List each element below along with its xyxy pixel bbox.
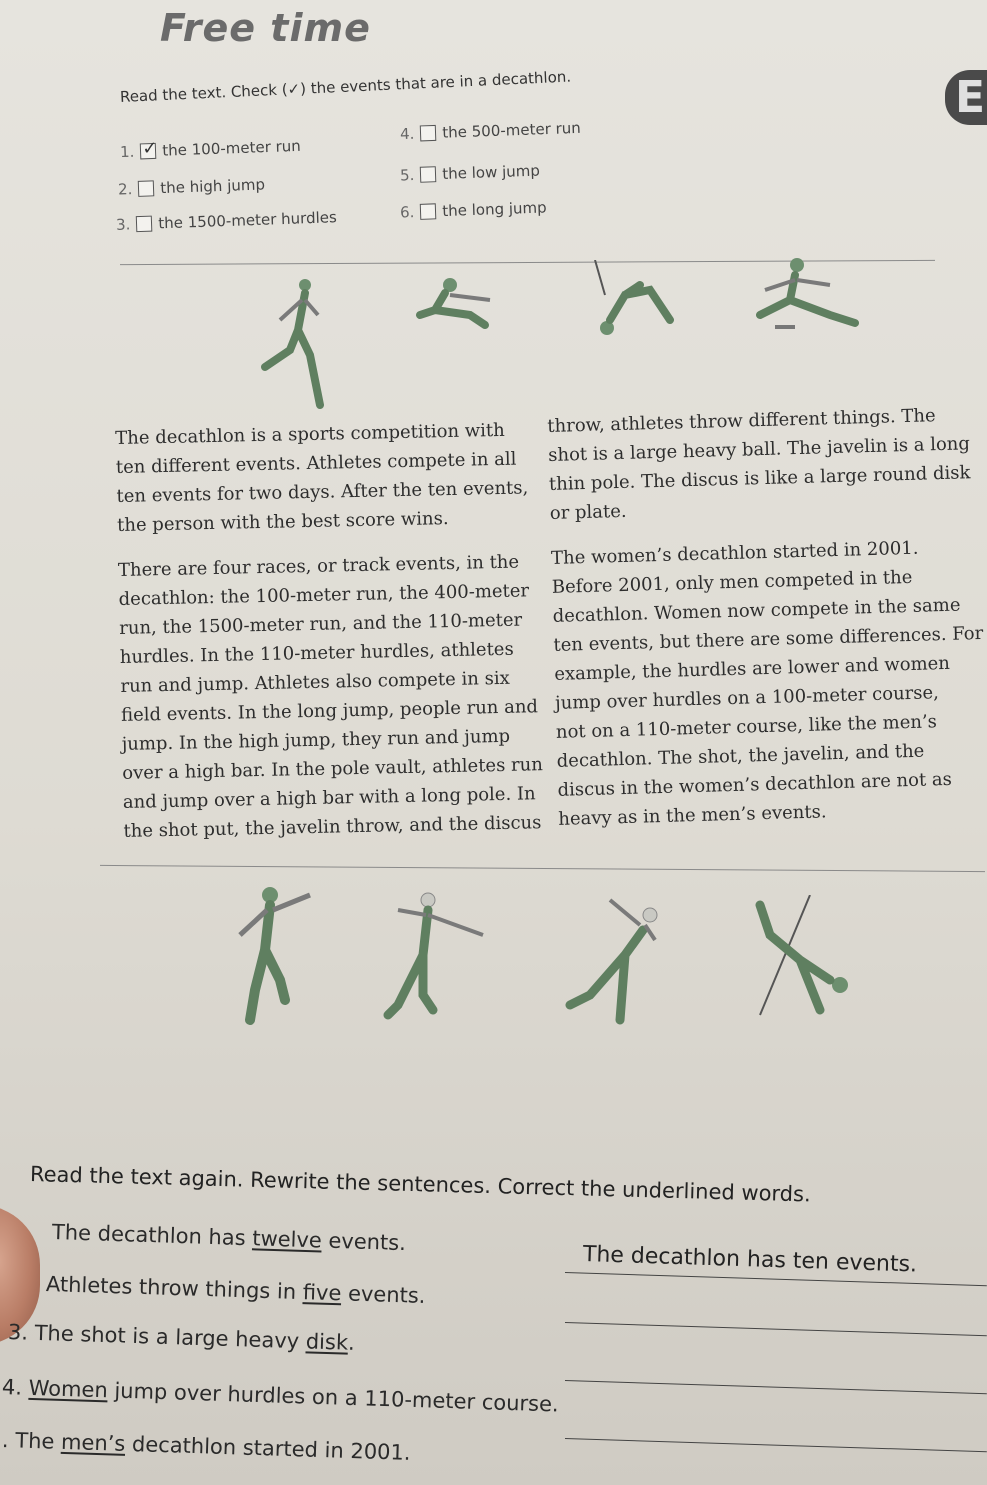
sentence-text: Athletes throw things in — [45, 1272, 304, 1305]
underlined-word: men’s — [60, 1429, 126, 1456]
divider — [100, 865, 985, 872]
checkbox[interactable] — [420, 166, 437, 183]
text-line: decathlon. The shot, the javelin, and the — [556, 740, 925, 772]
hurdle-jumper-figure-illustration — [745, 255, 865, 335]
sentence-text: jump over hurdles on a 110-meter course. — [107, 1378, 560, 1417]
underlined-word: Women — [28, 1375, 109, 1403]
exercise1-instruction: Read the text. Check (✓) the events that are in a decathlon. — [119, 67, 572, 106]
text-line: decathlon: the 100-meter run, the 400-meter — [118, 580, 530, 610]
text-line: the shot put, the javelin throw, and the discus — [123, 812, 542, 842]
checkbox-checked[interactable] — [140, 143, 157, 160]
answer-line-4[interactable] — [565, 1438, 987, 1452]
text-line: ten different events. Athletes compete in all — [115, 448, 517, 478]
option-label: the 1500-meter hurdles — [158, 208, 338, 233]
option-6[interactable] — [400, 198, 547, 221]
option-label: the low jump — [442, 161, 541, 183]
text-line: field events. In the long jump, people run and — [120, 696, 539, 726]
text-line: jump. In the high jump, they run and jump — [121, 725, 511, 755]
text-line: ten events, but there are some differences. For — [553, 622, 984, 656]
option-number: 2. — [117, 180, 133, 199]
text-line: The women’s decathlon started in 2001. — [550, 537, 919, 569]
underlined-word: five — [302, 1280, 342, 1306]
text-line: shot is a large heavy ball. The javelin is a long — [547, 433, 971, 466]
page-title: Free time — [160, 6, 371, 50]
sentence-text: The decathlon has — [51, 1220, 253, 1251]
checkbox[interactable] — [138, 180, 155, 197]
option-1[interactable] — [120, 137, 301, 161]
option-5[interactable] — [400, 162, 540, 185]
checkbox[interactable] — [136, 216, 153, 233]
option-number: 3. — [115, 215, 131, 234]
text-line: the person with the best score wins. — [116, 508, 449, 536]
text-line: run, the 1500-meter run, and the 110-meter — [119, 609, 523, 639]
section-tab: E — [945, 70, 987, 125]
sentence-text: 3. The shot is a large heavy — [7, 1320, 307, 1354]
option-label: the 100-meter run — [162, 136, 302, 160]
sentence-text: events. — [340, 1281, 426, 1308]
underlined-word: disk — [305, 1329, 349, 1355]
text-line: jump over hurdles on a 100-meter course, — [554, 682, 940, 714]
article-right-column — [547, 400, 987, 834]
exercise2-item-3 — [8, 1320, 356, 1355]
javelin-thrower-figure-illustration — [565, 885, 675, 1025]
text-line: The decathlon is a sports competition with — [115, 419, 505, 449]
answer-line-3[interactable] — [565, 1380, 987, 1394]
text-line: There are four races, or track events, in the — [117, 551, 520, 581]
option-number: 1. — [119, 142, 135, 162]
text-line: hurdles. In the 110-meter hurdles, athletes — [119, 638, 514, 668]
hurdler-figure-illustration — [250, 275, 340, 410]
option-label: the high jump — [160, 175, 266, 198]
text-line: Before 2001, only men competed in the — [551, 566, 913, 598]
sentence-text: 4. — [1, 1375, 30, 1400]
option-4[interactable] — [400, 119, 581, 143]
option-2[interactable] — [118, 175, 266, 198]
exercise2-item-1 — [52, 1220, 407, 1255]
text-line: discus in the women’s decathlon are not as — [557, 768, 953, 801]
sentence-text: . The — [1, 1428, 62, 1454]
option-label: the long jump — [442, 198, 547, 221]
sentence-text: events. — [321, 1228, 407, 1256]
discus-thrower-figure-illustration — [378, 885, 488, 1025]
text-line: or plate. — [549, 500, 627, 524]
example-answer: The decathlon has ten events. — [582, 1242, 918, 1278]
text-line: heavy as in the men’s events. — [558, 801, 827, 830]
sentence-text: . — [347, 1330, 356, 1355]
text-line: decathlon. Women now compete in the same — [552, 594, 961, 627]
option-number: 6. — [399, 203, 415, 222]
answer-line-1[interactable] — [565, 1272, 987, 1286]
exercise2-instruction: Read the text again. Rewrite the sentences. Correct the underlined words. — [29, 1162, 811, 1207]
option-label: the 500-meter run — [442, 118, 582, 142]
text-line: run and jump. Athletes also compete in six — [120, 667, 510, 697]
option-number: 4. — [399, 124, 415, 144]
option-3[interactable] — [116, 208, 337, 234]
pole-vaulter-figure-illustration — [740, 895, 860, 1035]
shot-putter-figure-illustration — [225, 880, 325, 1030]
text-line: and jump over a high bar with a long pole. In — [122, 783, 536, 813]
exercise2-item-5 — [2, 1428, 411, 1465]
text-line: not on a 110-meter course, like the men’s — [555, 711, 938, 743]
exercise2-item-2 — [46, 1272, 426, 1308]
answer-line-2[interactable] — [565, 1322, 987, 1336]
sentence-text: decathlon started in 2001. — [124, 1431, 411, 1465]
exercise2-item-4 — [2, 1375, 559, 1416]
text-line: ten events for two days. After the ten events, — [116, 477, 529, 507]
long-jumper-figure-illustration — [410, 275, 500, 335]
article-left-column — [115, 415, 554, 846]
underlined-word: twelve — [251, 1226, 323, 1253]
checkbox[interactable] — [420, 125, 437, 142]
text-line: throw, athletes throw different things. The — [547, 405, 936, 437]
high-jumper-figure-illustration — [585, 260, 685, 340]
text-line: example, the hurdles are lower and women — [554, 652, 951, 685]
option-number: 5. — [399, 165, 415, 185]
text-line: over a high bar. In the pole vault, athletes run — [122, 754, 544, 784]
checkbox[interactable] — [420, 203, 437, 220]
text-line: thin pole. The discus is like a large round disk — [548, 462, 971, 495]
